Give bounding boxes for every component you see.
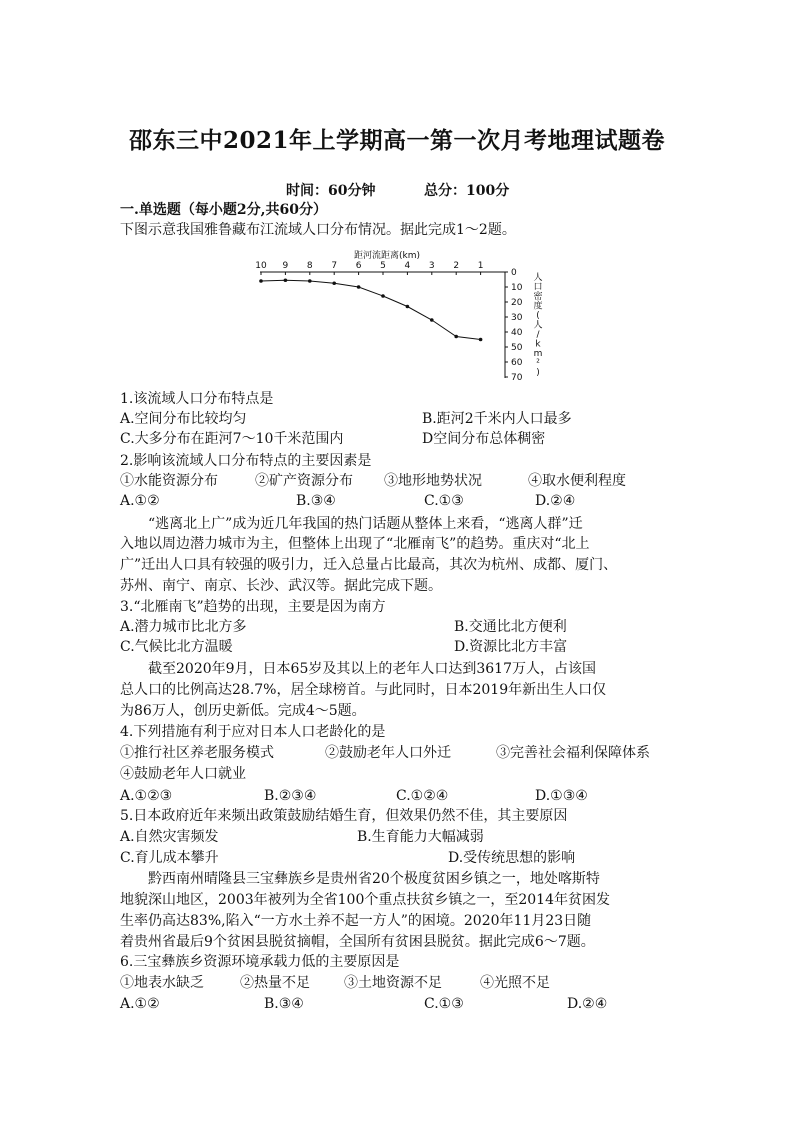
q3-option-c: C.气候比北方温暖 bbox=[120, 639, 233, 655]
population-density-chart bbox=[250, 248, 550, 388]
passage-4-line-2: 地貌深山地区，2003年被列为全省100个重点扶贫乡镇之一，至2014年贫困发 bbox=[120, 892, 610, 908]
q4-option-a: A.①②③ bbox=[120, 788, 173, 804]
y-tick-label: 40 bbox=[511, 328, 523, 338]
x-tick-label: 6 bbox=[355, 261, 362, 271]
passage-2-line-1: “逃离北上广”成为近几年我国的热门话题从整体上来看，“逃离人群”迁 bbox=[148, 516, 583, 532]
passage-2-line-3: 广”迁出人口具有较强的吸引力，迁入总量占比最高，其次为杭州、成都、厦门、 bbox=[120, 557, 618, 573]
y-axis-label-char: 人 bbox=[533, 273, 543, 283]
y-tick-label: 60 bbox=[511, 358, 523, 368]
q1-option-c: C.大多分布在距河7～10千米范围内 bbox=[120, 431, 344, 447]
y-tick-label: 10 bbox=[511, 283, 523, 293]
x-tick-label: 4 bbox=[404, 261, 411, 271]
q2-item-1: ①水能资源分布 bbox=[120, 473, 218, 489]
q1-option-b: B.距河2千米内人口最多 bbox=[422, 411, 572, 427]
q4-item-3: ③完善社会福利保障体系 bbox=[496, 745, 650, 761]
density-curve bbox=[261, 280, 481, 339]
page-title: 邵东三中2021年上学期高一第一次月考地理试题卷 bbox=[128, 127, 665, 154]
y-axis-label-char: 人 bbox=[533, 320, 543, 331]
q3-option-d: D.资源比北方丰富 bbox=[454, 639, 568, 655]
q6-item-2: ②热量不足 bbox=[240, 975, 310, 991]
y-axis-label-char: 度 bbox=[533, 301, 543, 312]
q4-item-4: ④鼓励老年人口就业 bbox=[120, 766, 246, 782]
data-point bbox=[357, 285, 361, 289]
q6-item-3: ③土地资源不足 bbox=[344, 975, 442, 991]
q1-option-d: D空间分布总体稠密 bbox=[422, 431, 546, 447]
y-axis-label-char: ( bbox=[536, 311, 540, 321]
passage-4-line-3: 生率仍高达83%,陷入“一方水土养不起一方人”的困境。2020年11月23日随 bbox=[120, 913, 592, 929]
x-axis-label: 距河流距离(km) bbox=[353, 251, 421, 261]
question-6: 6.三宝彝族乡资源环境承载力低的主要原因是 bbox=[120, 954, 400, 970]
question-2: 2.影响该流域人口分布特点的主要因素是 bbox=[120, 453, 372, 469]
question-5: 5.日本政府近年来频出政策鼓励结婚生育，但效果仍然不佳，其主要原因 bbox=[120, 808, 568, 824]
q4-option-d: D.①③④ bbox=[535, 788, 588, 804]
x-tick-label: 7 bbox=[331, 261, 338, 271]
y-tick-label: 70 bbox=[511, 373, 523, 383]
intro-text: 下图示意我国雅鲁藏布江流域人口分布情况。据此完成1～2题。 bbox=[120, 222, 516, 238]
y-axis-label-char: m bbox=[533, 349, 543, 359]
x-tick-label: 3 bbox=[428, 261, 435, 271]
passage-4-line-1: 黔西南州晴隆县三宝彝族乡是贵州省20个极度贫困乡镇之一，地处喀斯特 bbox=[148, 871, 600, 887]
q4-item-1: ①推行社区养老服务模式 bbox=[120, 745, 274, 761]
y-axis-label-char: 密 bbox=[533, 292, 543, 302]
q6-option-a: A.①② bbox=[120, 996, 160, 1012]
x-tick-label: 2 bbox=[453, 261, 460, 271]
q2-option-a: A.①② bbox=[120, 493, 160, 509]
section-heading: 一.单选题（每小题2分,共60分） bbox=[120, 202, 327, 218]
q2-item-3: ③地形地势状况 bbox=[384, 473, 482, 489]
q2-item-2: ②矿产资源分布 bbox=[255, 473, 353, 489]
q4-option-c: C.①②④ bbox=[396, 788, 449, 804]
y-axis-label-char: / bbox=[536, 330, 540, 340]
passage-2-line-4: 苏州、南宁、南京、长沙、武汉等。据此完成下题。 bbox=[120, 578, 442, 594]
passage-2-line-2: 入地以周边潜力城市为主，但整体上出现了“北雁南飞”的趋势。重庆对“北上 bbox=[120, 536, 590, 552]
y-tick-label: 50 bbox=[511, 343, 523, 353]
y-tick-label: 30 bbox=[511, 313, 523, 323]
data-point bbox=[454, 335, 458, 339]
q6-option-d: D.②④ bbox=[567, 996, 608, 1012]
y-axis-label-char: k bbox=[535, 339, 541, 350]
q4-item-2: ②鼓励老年人口外迁 bbox=[325, 745, 451, 761]
passage-3-line-3: 为86万人，创历史新低。完成4～5题。 bbox=[120, 703, 366, 719]
x-tick-label: 9 bbox=[282, 261, 289, 271]
q2-option-c: C.①③ bbox=[424, 493, 464, 509]
x-tick-label: 8 bbox=[306, 261, 313, 271]
q6-option-b: B.③④ bbox=[264, 996, 304, 1012]
exam-score: 总分：100分 bbox=[424, 183, 510, 199]
y-axis-label-char: ² bbox=[536, 358, 540, 369]
data-point bbox=[308, 279, 312, 283]
data-point bbox=[332, 281, 336, 285]
x-tick-label: 5 bbox=[380, 261, 386, 271]
passage-3-line-1: 截至2020年9月，日本65岁及其以上的老年人口达到3617万人，占该国 bbox=[148, 661, 596, 677]
y-tick-label: 20 bbox=[511, 298, 523, 308]
q3-option-b: B.交通比北方便利 bbox=[454, 619, 567, 635]
y-axis-label-char: ) bbox=[536, 368, 540, 378]
q6-option-c: C.①③ bbox=[424, 996, 464, 1012]
question-4: 4.下列措施有利于应对日本人口老龄化的是 bbox=[120, 724, 386, 740]
x-tick-label: 10 bbox=[255, 261, 267, 271]
exam-time: 时间：60分钟 bbox=[286, 183, 376, 199]
passage-3-line-2: 总人口的比例高达28.7%，居全球榜首。与此同时，日本2019年新出生人口仅 bbox=[120, 682, 607, 698]
q5-option-b: B.生育能力大幅减弱 bbox=[357, 829, 484, 845]
data-point bbox=[430, 318, 434, 322]
question-3: 3.“北雁南飞”趋势的出现，主要是因为南方 bbox=[120, 599, 386, 615]
data-point bbox=[284, 278, 288, 282]
q1-option-a: A.空间分布比较均匀 bbox=[120, 411, 247, 427]
question-1: 1.该流域人口分布特点是 bbox=[120, 391, 274, 407]
data-point bbox=[381, 294, 385, 298]
q2-item-4: ④取水便利程度 bbox=[528, 473, 626, 489]
q4-option-b: B.②③④ bbox=[264, 788, 317, 804]
data-point bbox=[479, 338, 483, 342]
passage-4-line-4: 着贵州省最后9个贫困县脱贫摘帽，全国所有贫困县脱贫。据此完成6～7题。 bbox=[120, 934, 595, 950]
y-axis-label-char: 口 bbox=[533, 282, 543, 293]
q6-item-4: ④光照不足 bbox=[480, 975, 550, 991]
q5-option-a: A.自然灾害频发 bbox=[120, 829, 219, 845]
x-tick-label: 1 bbox=[477, 261, 484, 271]
q5-option-d: D.受传统思想的影响 bbox=[448, 850, 576, 866]
q2-option-d: D.②④ bbox=[535, 493, 576, 509]
y-tick-label: 0 bbox=[511, 268, 517, 278]
q3-option-a: A.潜力城市比北方多 bbox=[120, 619, 247, 635]
data-point bbox=[406, 305, 410, 309]
q6-item-1: ①地表水缺乏 bbox=[120, 975, 204, 991]
q2-option-b: B.③④ bbox=[296, 493, 336, 509]
data-point bbox=[259, 279, 263, 283]
q5-option-c: C.育儿成本攀升 bbox=[120, 850, 219, 866]
